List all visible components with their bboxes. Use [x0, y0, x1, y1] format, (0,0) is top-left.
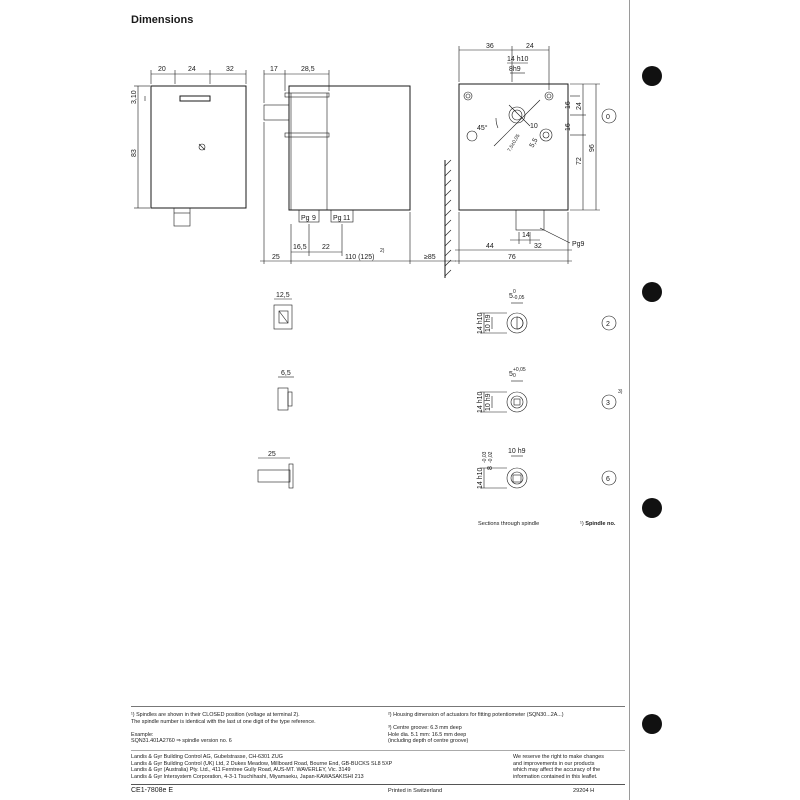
notice: We reserve the right to make changes and improvements in our products which may affect the accuracy of the information contained in this leaflet. [513, 754, 604, 780]
rear-dim-32: 32 [534, 243, 542, 250]
printed-in: Printed in Switzerland [388, 788, 443, 794]
footnote-right: ²) Housing dimension of actuators for fitting potentiometer (SQN30...2A...) ³) Centre groove: 6.3 mm deep Hole dia. 5.1 mm: 16.5 mm deep (including depth of centre groove) [388, 712, 564, 745]
rear-dim-72: 72 [576, 157, 583, 165]
front-view [131, 66, 246, 226]
rear-spindle [509, 107, 525, 123]
spindle-superscript: 3) [618, 389, 623, 395]
s6-dim-14h10: 14 h10 [477, 467, 484, 489]
side-dim-17: 17 [270, 66, 278, 73]
pg11-label-b: 11 [343, 215, 351, 222]
spindle-no-prefix: ¹) [580, 521, 586, 527]
pg11-label-a: Pg [333, 215, 342, 222]
rear-dim-16-b: 16 [565, 123, 572, 131]
s3-dim-5: 5 [509, 371, 513, 378]
s6-dim-tol-b: -0,02 [488, 451, 494, 463]
rear-dim-14h10: 14 h10 [507, 56, 529, 63]
front-dim-3-10: 3,10 [131, 90, 138, 104]
spindle-number-2: 2 [606, 321, 610, 328]
front-dim-20: 20 [158, 66, 166, 73]
rear-dim-24: 24 [526, 43, 534, 50]
front-slot [180, 96, 210, 101]
side-dim-28-5: 28,5 [301, 66, 315, 73]
side-dim-16-5: 16,5 [293, 244, 307, 251]
front-dim-83: 83 [131, 149, 138, 157]
addresses: Landis & Gyr Building Control AG, Gubelstrasse, CH-6301 ZUG Landis & Gyr Building Control (UK) Ltd, 2 Dukes Meadow, Millboard Road, Bourne End, GB-BUCKS SL8 5XP Landis & Gyr (Australia) Pty. Ltd., 411 Ferntree Gully Road, AUS-MT. WAVERLEY, Vic. 3149 Landis & Gyr Intersystem Corporation, 4-3-1 Tsuchihashi, Miyamaeku, Japan-KAWASAKISHI 213 [131, 754, 393, 780]
front-spindle [174, 208, 190, 226]
document-code: CE1-7808e E [131, 787, 174, 794]
footnote-left: ¹) Spindles are shown in their CLOSED position (voltage at terminal 2). The spindle number is identical with the last ut one digit of the type reference. Example: SQN31.401A2760 ⇒ spindle version no. 6 [131, 712, 316, 745]
s6-dim-10h9: 10 h9 [508, 448, 526, 455]
page-title: Dimensions [131, 14, 194, 26]
spindle-number-0: 0 [606, 114, 610, 121]
rear-dim-5-5: 5,5 [528, 137, 540, 149]
side-spindle [264, 105, 289, 120]
rear-dim-76: 76 [508, 254, 516, 261]
spindle-sections [477, 289, 623, 489]
sections-caption: Sections through spindle [478, 521, 540, 527]
footer-rule-mid [131, 750, 625, 751]
side-housing [289, 86, 410, 210]
side-dim-22: 22 [322, 244, 330, 251]
side-superscript: 2) [380, 248, 385, 254]
rear-dim-pg9: Pg9 [572, 241, 585, 248]
s3-dim-sub: 0 [513, 373, 516, 379]
rear-dim-7-5: 7,5±0,05 [506, 133, 522, 153]
front-dim-24: 24 [188, 66, 196, 73]
rear-gland [516, 210, 544, 230]
front-dim-32: 32 [226, 66, 234, 73]
side-view [260, 66, 456, 278]
rear-dim-10: 10 [530, 123, 538, 130]
detail-dim-6-5: 6,5 [281, 370, 291, 377]
spindle-number-6: 6 [606, 476, 610, 483]
document-number: 29204 H [573, 788, 595, 794]
s2-dim-sup: 0 [513, 289, 516, 295]
s2-dim-sub: -0,05 [513, 295, 525, 301]
detail-dim-25: 25 [268, 451, 276, 458]
detail-dim-12-5: 12,5 [276, 292, 290, 299]
footer-rule-bottom [131, 784, 625, 785]
s2-dim-14h10: 14 h10 [477, 312, 484, 334]
s2-dim-5: 5 [509, 293, 513, 300]
s3-dim-10h9: 10 h9 [485, 393, 492, 411]
pg9-label-b: 9 [312, 215, 316, 222]
s2-dim-10h9: 10 h9 [485, 314, 492, 332]
rear-dim-8h9: 8h9 [509, 66, 521, 73]
front-housing [151, 86, 246, 208]
side-dim-85: ≥85 [424, 254, 436, 261]
rear-dim-45deg: 45° [477, 125, 488, 132]
rear-view [455, 43, 616, 264]
spindle-no-caption [580, 521, 615, 527]
s6-dim-tol-a: -0,03 [482, 451, 488, 463]
spindle-number-3: 3 [606, 400, 610, 407]
rear-dim-44: 44 [486, 243, 494, 250]
rear-dim-14: 14 [522, 232, 530, 239]
rear-dim-96: 96 [589, 144, 596, 152]
s6-dim-8: 8 [487, 466, 494, 470]
s3-dim-14h10: 14 h10 [477, 391, 484, 413]
side-dim-25: 25 [272, 254, 280, 261]
rear-dim-16-a: 16 [565, 101, 572, 109]
wall-hatch [445, 160, 451, 276]
footer-rule-top [131, 706, 625, 707]
rear-dim-24-v: 24 [576, 102, 583, 110]
spindle-side-details [258, 292, 294, 488]
side-dim-110: 110 (125) [345, 254, 375, 261]
pg9-label-a: Pg [301, 215, 310, 222]
rear-dim-36: 36 [486, 43, 494, 50]
spindle-no-label: Spindle no. [585, 521, 616, 527]
s3-dim-sup: +0,05 [513, 367, 526, 373]
